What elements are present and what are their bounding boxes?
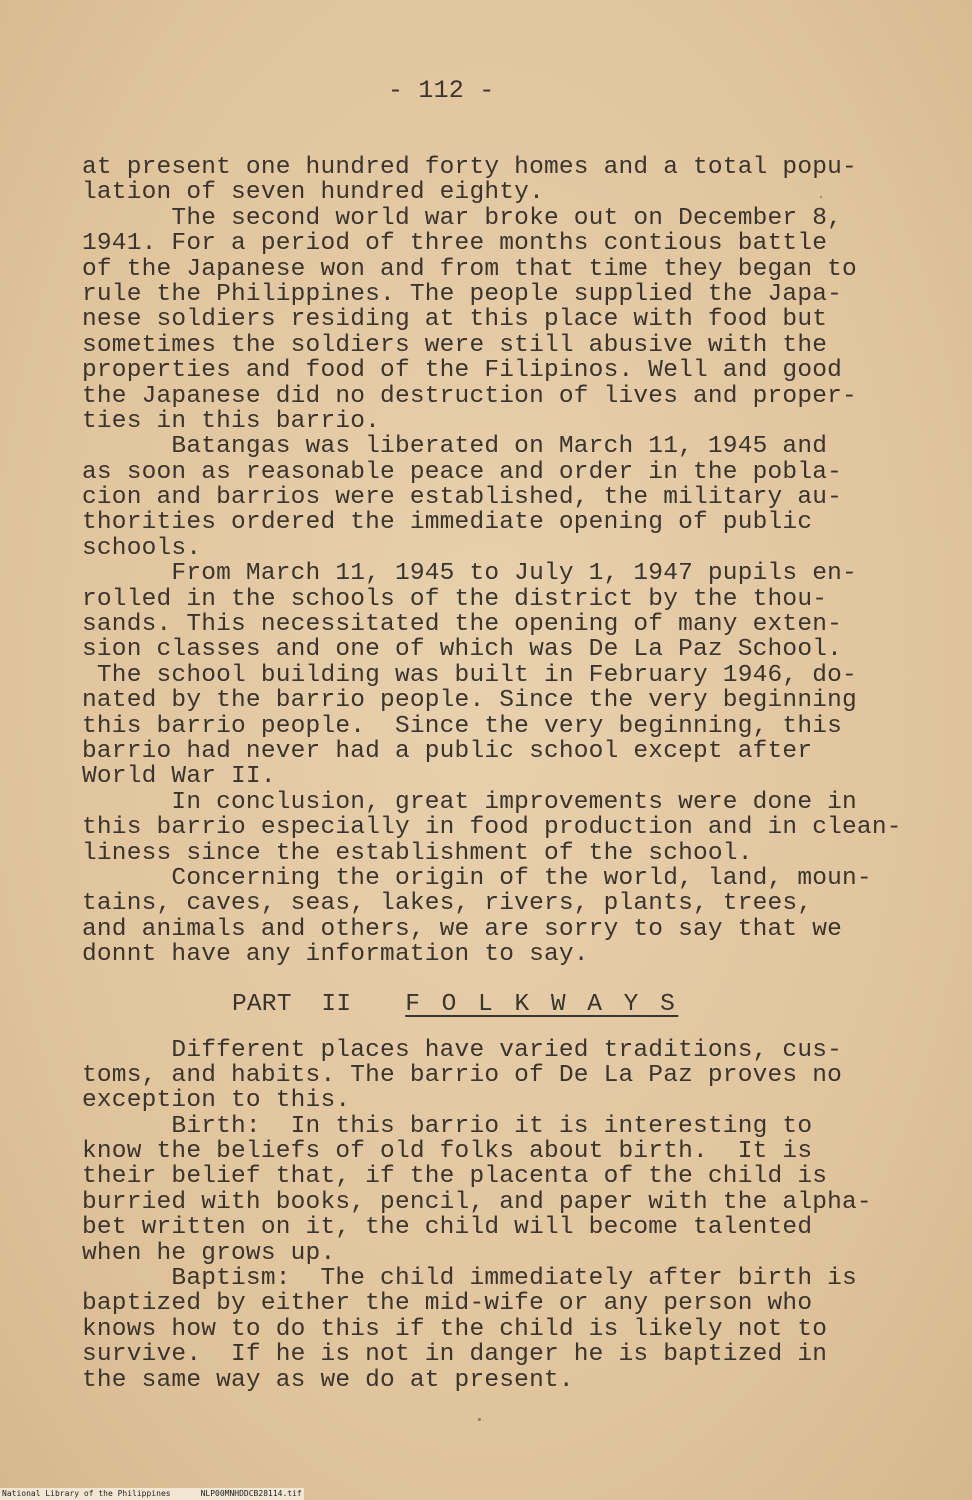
- text-line: liness since the establishment of the school.: [82, 839, 753, 867]
- text-line: ties in this barrio.: [82, 407, 381, 435]
- paper-speck: [820, 196, 822, 198]
- text-line: their belief that, if the placenta of the child is: [82, 1163, 828, 1191]
- text-line: the Japanese did no destruction of lives and proper-: [82, 382, 857, 410]
- text-line: toms, and habits. The barrio of De La Paz proves no: [82, 1061, 843, 1089]
- text-line: Different places have varied traditions, cus-: [82, 1036, 843, 1064]
- section-title: F O L K W A Y S: [405, 990, 679, 1018]
- text-line: schools.: [82, 534, 202, 562]
- text-line: baptized by either the mid-wife or any person who: [82, 1290, 813, 1318]
- scan-footer: [0, 1488, 304, 1500]
- text-line: sometimes the soldiers were still abusive with the: [82, 331, 828, 359]
- text-line: The second world war broke out on December 8,: [82, 204, 843, 232]
- footer-filename: NLP00MNHDDCB28114.tif: [200, 1489, 302, 1498]
- text-line: at present one hundred forty homes and a total popu-: [82, 154, 857, 181]
- text-line: of the Japanese won and from that time they began to: [82, 255, 857, 283]
- text-line: cion and barrios were established, the military au-: [82, 484, 843, 512]
- section-heading: [82, 980, 942, 1030]
- text-line: rule the Philippines. The people supplied the Japa-: [82, 280, 843, 308]
- text-line: Concerning the origin of the world, land, moun-: [82, 864, 872, 892]
- section-part-label: PART II: [232, 990, 352, 1018]
- text-line: when he grows up.: [82, 1239, 336, 1267]
- footer-library-name: National Library of the Philippines: [2, 1489, 171, 1498]
- text-line: exception to this.: [82, 1087, 351, 1115]
- text-line: 1941. For a period of three months contious battle: [82, 230, 828, 258]
- text-line: In conclusion, great improvements were done in: [82, 788, 857, 816]
- text-line: tains, caves, seas, lakes, rivers, plants, trees,: [82, 890, 813, 918]
- text-line: and animals and others, we are sorry to say that we: [82, 915, 843, 943]
- text-line: burried with books, pencil, and paper with the alpha-: [82, 1188, 872, 1216]
- text-line: Birth: In this barrio it is interesting to: [82, 1112, 813, 1140]
- text-line: sion classes and one of which was De La Paz School.: [82, 636, 843, 664]
- text-line: know the beliefs of old folks about birth. It is: [82, 1138, 813, 1166]
- paragraph-block-2: [82, 1038, 942, 1393]
- text-line: sands. This necessitated the opening of many exten-: [82, 611, 843, 639]
- text-line: thorities ordered the immediate opening of public: [82, 509, 813, 537]
- text-line: nese soldiers residing at this place with food but: [82, 306, 828, 334]
- text-line: Baptism: The child immediately after birth is: [82, 1265, 857, 1293]
- text-line: this barrio especially in food production and in clean-: [82, 814, 902, 842]
- text-line: The school building was built in February 1946, do-: [82, 661, 857, 689]
- page-number: - 112 -: [388, 76, 495, 105]
- text-line: nated by the barrio people. Since the very beginning: [82, 687, 857, 715]
- text-line: rolled in the schools of the district by the thou-: [82, 585, 828, 613]
- paper-speck: [478, 1418, 481, 1421]
- text-line: donnt have any information to say.: [82, 941, 589, 969]
- text-line: Batangas was liberated on March 11, 1945 and: [82, 433, 828, 461]
- text-line: From March 11, 1945 to July 1, 1947 pupils en-: [82, 560, 857, 588]
- text-line: the same way as we do at present.: [82, 1366, 574, 1394]
- document-body: [82, 155, 942, 1393]
- text-line: properties and food of the Filipinos. Well and good: [82, 357, 843, 385]
- text-line: bet written on it, the child will become talented: [82, 1214, 813, 1242]
- text-line: lation of seven hundred eighty.: [82, 179, 544, 207]
- text-line: as soon as reasonable peace and order in the pobla-: [82, 458, 843, 486]
- text-line: World War II.: [82, 763, 276, 791]
- text-line: survive. If he is not in danger he is baptized in: [82, 1341, 828, 1369]
- paragraph-block-1: [82, 155, 942, 968]
- text-line: this barrio people. Since the very beginning, this: [82, 712, 843, 740]
- text-line: barrio had never had a public school except after: [82, 737, 813, 765]
- text-line: knows how to do this if the child is likely not to: [82, 1315, 828, 1343]
